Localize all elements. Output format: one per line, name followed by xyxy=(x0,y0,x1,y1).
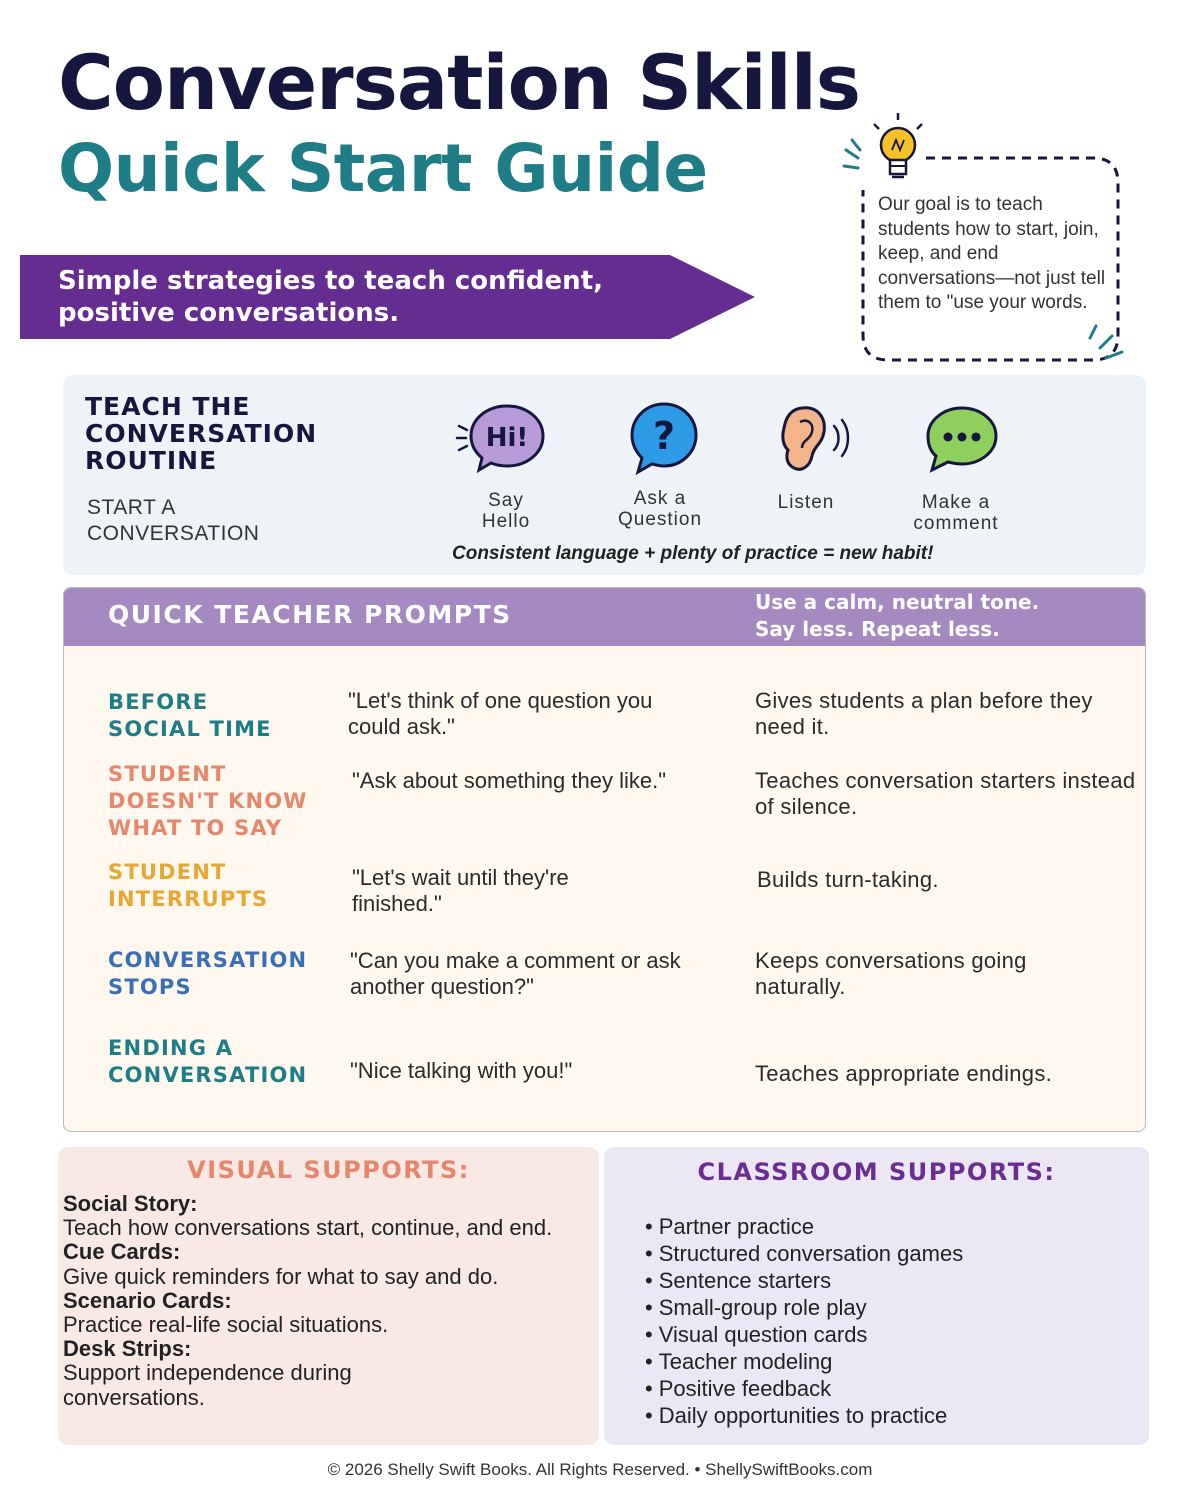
title-line-2: Quick Start Guide xyxy=(58,130,708,207)
list-item: • Structured conversation games xyxy=(645,1240,1125,1267)
prompt-row-label: CONVERSATION STOPS xyxy=(108,948,308,999)
prompt-row-label: ENDING A CONVERSATION xyxy=(108,1036,308,1087)
visual-support-text: Practice real-life social situations. xyxy=(63,1312,389,1338)
prompt-row-purpose: Keeps conversations going naturally. xyxy=(755,948,1027,999)
routine-title: TEACH THE CONVERSATION ROUTINE xyxy=(85,392,318,475)
prompt-row-label: STUDENT DOESN'T KNOW WHAT TO SAY xyxy=(108,762,308,840)
prompt-row-quote: "Let's wait until they're finished." xyxy=(352,865,569,916)
prompts-tone-note: Use a calm, neutral tone. Say less. Repeat less. xyxy=(755,590,1040,641)
list-item: • Daily opportunities to practice xyxy=(645,1402,1125,1429)
visual-support-text: Teach how conversations start, continue, and end. xyxy=(63,1215,553,1241)
list-item: • Sentence starters xyxy=(645,1267,1125,1294)
ear-icon xyxy=(770,400,870,480)
step-say-hello-label: Say Hello xyxy=(481,490,531,532)
prompt-row-label: BEFORE SOCIAL TIME xyxy=(108,690,272,741)
list-item: • Positive feedback xyxy=(645,1375,1125,1402)
visual-support-text: Give quick reminders for what to say and do. xyxy=(63,1263,499,1289)
visual-supports-title: VISUAL SUPPORTS: xyxy=(187,1156,470,1184)
step-listen-label: Listen xyxy=(777,492,835,513)
step-make-comment-label: Make a comment xyxy=(913,492,999,534)
prompt-row-quote: "Can you make a comment or ask another question?" xyxy=(350,948,681,999)
step-ask-question-label: Ask a Question xyxy=(617,488,703,530)
svg-text:Hi!: Hi! xyxy=(485,423,529,453)
prompt-row-quote: "Ask about something they like." xyxy=(352,768,667,793)
routine-subtitle: START A CONVERSATION xyxy=(87,496,260,545)
list-item: • Partner practice xyxy=(645,1213,1125,1240)
prompt-row-quote: "Nice talking with you!" xyxy=(350,1058,573,1083)
habit-tagline: Consistent language + plenty of practice = new habit! xyxy=(452,543,934,564)
footer-copyright: © 2026 Shelly Swift Books. All Rights Reserved. • ShellySwiftBooks.com xyxy=(327,1460,873,1479)
lightbulb-icon xyxy=(874,113,922,177)
prompt-row-purpose: Builds turn-taking. xyxy=(757,867,939,892)
visual-support-heading: Desk Strips: xyxy=(63,1336,192,1362)
classroom-supports-title: CLASSROOM SUPPORTS: xyxy=(697,1158,1056,1186)
prompt-row-purpose: Gives students a plan before they need it. xyxy=(755,688,1093,739)
prompt-row-purpose: Teaches conversation starters instead of silence. xyxy=(755,768,1136,819)
hi-speech-bubble-icon xyxy=(455,400,555,480)
visual-support-text: Support independence during conversations. xyxy=(63,1360,352,1410)
visual-support-heading: Cue Cards: xyxy=(63,1239,181,1265)
prompt-row-purpose: Teaches appropriate endings. xyxy=(755,1061,1053,1086)
list-item: • Visual question cards xyxy=(645,1321,1125,1348)
goal-note-text: Our goal is to teach students how to start, join, keep, and end conversations—not just tell them to "use your words. xyxy=(878,194,1106,313)
banner-text: Simple strategies to teach confident, positive conversations. xyxy=(58,266,603,328)
question-bubble-icon xyxy=(614,400,714,480)
svg-text:?: ? xyxy=(652,414,676,458)
visual-support-heading: Scenario Cards: xyxy=(63,1287,232,1313)
list-item: • Small-group role play xyxy=(645,1294,1125,1321)
classroom-supports-list xyxy=(645,1213,1125,1429)
visual-supports-list xyxy=(63,1192,595,1410)
prompts-title: QUICK TEACHER PROMPTS xyxy=(108,600,512,629)
visual-support-heading: Social Story: xyxy=(63,1191,198,1216)
list-item: • Teacher modeling xyxy=(645,1348,1125,1375)
prompt-row-quote: "Let's think of one question you could ask." xyxy=(348,688,653,739)
comment-bubble-icon xyxy=(912,400,1012,480)
prompt-row-label: STUDENT INTERRUPTS xyxy=(108,860,269,911)
title-line-1: Conversation Skills xyxy=(58,38,861,127)
